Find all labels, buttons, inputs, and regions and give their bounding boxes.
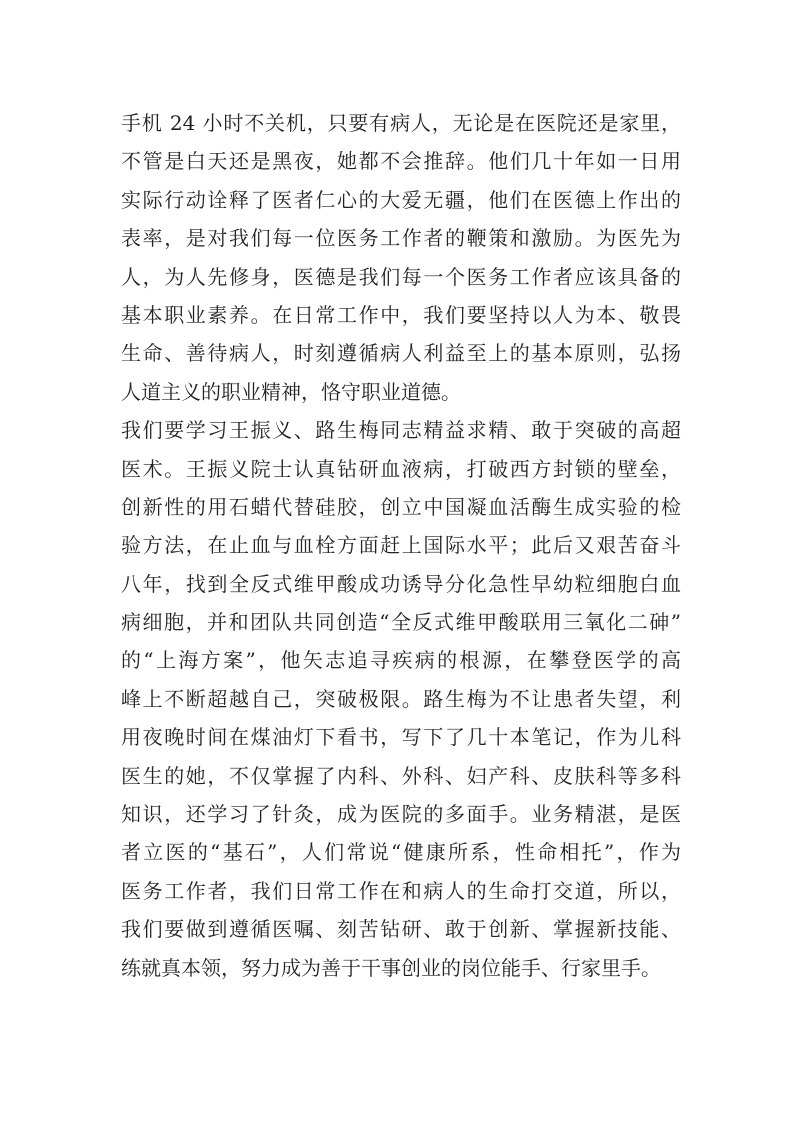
text-line: 验方法，在止血与血栓方面赶上国际水平；此后又艰苦奋斗 bbox=[121, 533, 681, 558]
text-line: 八年，找到全反式维甲酸成功诱导分化急性早幼粒细胞白血 bbox=[121, 571, 681, 596]
text-line: 练就真本领，努力成为善于干事创业的岗位能手、行家里手。 bbox=[121, 955, 661, 980]
paragraph-2 bbox=[121, 411, 681, 987]
text-line: 创新性的用石蜡代替硅胶，创立中国凝血活酶生成实验的检 bbox=[121, 494, 681, 519]
text-line: 医生的她，不仅掌握了内科、外科、妇产科、皮肤科等多科 bbox=[121, 763, 681, 788]
text-line: 人道主义的职业精神，恪守职业道德。 bbox=[121, 379, 461, 404]
text-line: 我们要做到遵循医嘱、刻苦钻研、敢于创新、掌握新技能、 bbox=[121, 917, 681, 942]
text-line: 知识，还学习了针灸，成为医院的多面手。业务精湛，是医 bbox=[121, 802, 681, 827]
text-line: 人，为人先修身，医德是我们每一个医务工作者应该具备的 bbox=[121, 264, 681, 289]
text-line: 峰上不断超越自己，突破极限。路生梅为不让患者失望，利 bbox=[121, 686, 681, 711]
text-line: 医务工作者，我们日常工作在和病人的生命打交道，所以， bbox=[121, 878, 681, 903]
text-line: 者立医的“基石”，人们常说“健康所系，性命相托”，作为 bbox=[121, 840, 681, 865]
text-line: 手机 24 小时不关机，只要有病人，无论是在医院还是家里， bbox=[121, 111, 681, 135]
text-line: 医术。王振义院士认真钻研血液病，打破西方封锁的壁垒， bbox=[121, 456, 681, 481]
text-line: 表率，是对我们每一位医务工作者的鞭策和激励。为医先为 bbox=[121, 226, 681, 251]
text-line: 基本职业素养。在日常工作中，我们要坚持以人为本、敬畏 bbox=[121, 302, 681, 327]
text-line: 用夜晚时间在煤油灯下看书，写下了几十本笔记，作为儿科 bbox=[121, 725, 681, 750]
text-line: 生命、善待病人，时刻遵循病人利益至上的基本原则，弘扬 bbox=[121, 341, 681, 366]
text-line: 实际行动诠释了医者仁心的大爱无疆，他们在医德上作出的 bbox=[121, 187, 681, 212]
text-line: 我们要学习王振义、路生梅同志精益求精、敢于突破的高超 bbox=[121, 418, 681, 443]
text-line: 病细胞，并和团队共同创造“全反式维甲酸联用三氧化二砷” bbox=[121, 610, 681, 635]
text-line: 不管是白天还是黑夜，她都不会推辞。他们几十年如一日用 bbox=[121, 149, 681, 174]
text-line: 的“上海方案”，他矢志追寻疾病的根源，在攀登医学的高 bbox=[121, 648, 681, 673]
paragraph-1 bbox=[121, 104, 681, 411]
body-text bbox=[121, 104, 681, 987]
